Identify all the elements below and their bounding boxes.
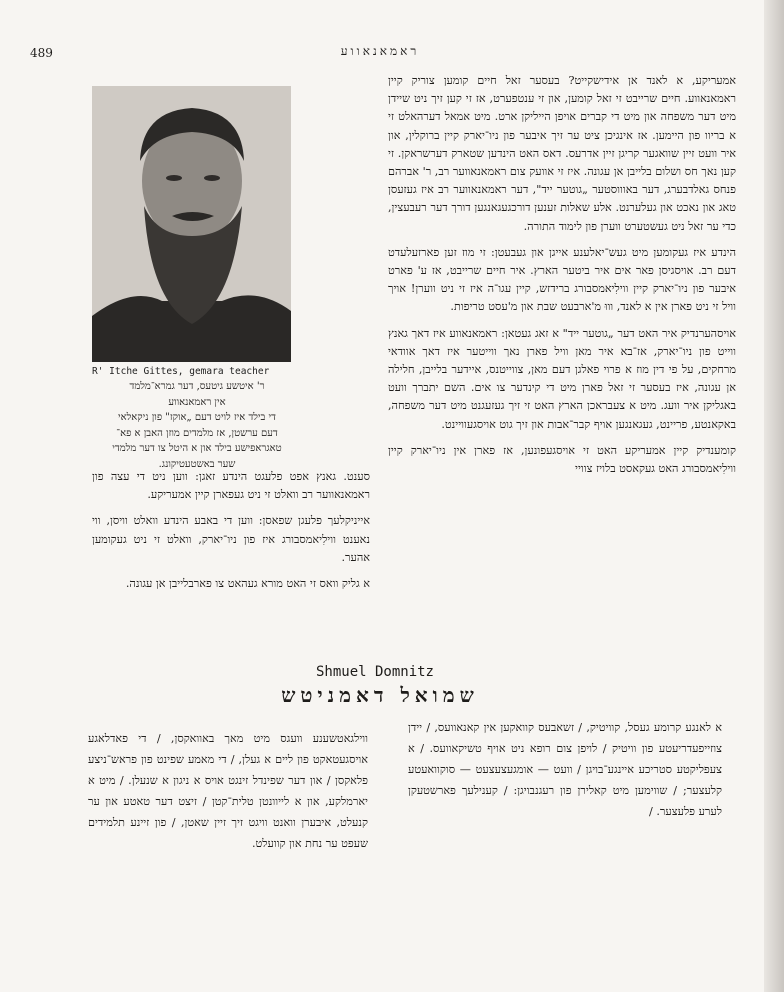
caption-line: די בילד איז לויט דעם „אוקז" פון ניקאלאי xyxy=(118,412,276,423)
article-paragraph: הינדע איז געקומען מיט געש־יאלענע אייגן און געבעטן: זי מוז זען פארזעלעדט דעם רב. אויסגיסן פאר אים איר ביטער הארץ. איר חיים שרייבט, אז ע' פארט איבער פון ניו־יארק קיין ווילִיאמסבורג ברידזש, קיין עגו־ה איז זי ניט ווערן! אויך וויל זי ניט פארן אין א לאנד, וווּ מ'ארבעט שבת און מ'עסט טריפות. xyxy=(388,245,736,314)
poem-right-column xyxy=(408,717,722,828)
running-head: ראמאנאווע xyxy=(340,44,420,58)
section-title: שמואל דאמניטש xyxy=(281,683,479,707)
poem-left-column xyxy=(88,728,368,860)
caption-line: ר' איטשע גיטעס, דער גמרא־מלמד xyxy=(129,381,265,392)
page-spine-shadow xyxy=(764,0,784,992)
article-paragraph: סענט. גאנץ אפט פלעגט הינדע זאגן: ווען ניט די עצה פון ראמאנאווער רב וואלט זי ניט געפארן קיין אמעריקע. xyxy=(92,470,370,502)
caption-line: שער באשטעטיקונג. xyxy=(158,458,236,470)
portrait-photo xyxy=(92,86,291,362)
poem-text: א לאנגע קרומע געסל, קוויטיק, / זשאבעס קוואקען אין קאנאוועס, / יידן צוזייפעדריעטע פון וויטיק / לויפן צום רופא ניט אויף טשיקאוועס. / א צעפליקטע סטריכע איינגע־בויגן / וועט — אומגעצעצעט — סוקוואעטע קלעצער; / שווימען מיט קאלירן פון רעגנבויגן: / קענילעך פארשטעקן לערע פלעצער. / xyxy=(408,721,722,818)
poem-text: ווילגאטשענע וועגס מיט מאך באוואקסן, / די פאדלאגע אויסגעטאקט פון ליים א געלן, / די מאמע שפינט פון פראש־ניצע פלאקסן / און דער שפינדל זינגט אויס א ניגון א שנעלן. / מיט א יארמלקע, און א לייוונטן טלית־קטן / זיצט דער טאטע און ער קנעלט, איבערן וואנט וויגט זיך זיין שאטן, / פון זיינע תלמידים שעפט ער נחת און קוועלט. xyxy=(88,732,368,850)
article-paragraph: אויסהערנדיק איר האט דער „גוטער ייד" א זאג געטאן: ראמאנאווע איז דאך גאנץ ווייט פון ניו־יארק, אז־בא איר מאן וויל פארן נאך ווייטער איז דאך אוודאי מרחקים, על פי דין מוז א פרוי פאלגן דעם מאן, צווייטנס, איידער בלייבן, חלילה אן עגונה, איז בעסער זי זאל פארן מיט די קינדער צו אים. השם יתברך וועט באגליקן איר וועג. מיט א צעבראכן הארץ האט זי זיך געזעגנט מיט דער משפחה, באקאנטע, פריינט, געגאנגען אויף קבר־אבות און זיך גוט אויסגעוויינט. xyxy=(388,326,736,431)
article-paragraph: אייניקלעך פלעגן שפאסן: ווען די באבע הינדע וואלט וויסן, ווי נאענט ווילִיאמסבורג איז פון ניו־יארק, וואלט זי ניט געקומען אהער. xyxy=(92,514,370,564)
article-paragraph: א גליק וואס זי האט מורא געהאט צו פארבלייבן אן עגונה. xyxy=(125,577,370,591)
page-number: 489 xyxy=(30,46,53,60)
photo-caption-yiddish xyxy=(92,379,302,472)
photo-caption-english: R' Itche Gittes, gemara teacher xyxy=(92,366,270,377)
section-english-title: Shmuel Domnitz xyxy=(315,664,434,680)
caption-line: טאגראפישע בילד און א היטל צו דער מלמדי xyxy=(112,443,282,454)
caption-line: אין ראמאנאווע xyxy=(168,396,226,408)
article-left-column xyxy=(92,468,370,601)
article-paragraph: קומענדיק קיין אמעריקע האט זי אויסגעפונען, אז פארן אין ניו־יארק קיין ווילִיאמסבורג האט געקאסט בלויז צוויי xyxy=(388,443,736,476)
article-right-column xyxy=(388,72,736,486)
caption-line: דעם ערשטן, אז מלמדים מוזן האבן א פא־ xyxy=(116,427,278,439)
article-paragraph: אמעריקע, א לאנד אן אידישקייט? בעסער זאל חיים קומען צוריק קיין ראמאנאווע. חיים שרייבט זי זאל קומען, און זי ענטפערט, אז זי קען זיך ניט שיידן מיט דער משפחה און מיט די קברים אויפן הייליקן ארט. מיט אמאל דערהאלט זי א בריוו פון היימען. אז אינגיכן ציט ער זיך איבער פון ניו־יארק קיין ברוקלין, און איר וועט זיין שוואגער קריגן זיין אדרעס. דאס האט הינדען שטארק דערשראקן. זי קען נאך חס ושלום בלייבן אן עגונה. איז זי אוועק צום ראמאנאווער רב, ר' אברהם פנחס גאלדבערג, דער באוווסטער „גוטער ייד", דער ראמאנאווער רב איז געזעסן טאג און נאכט און געלערנט. אלע שאלות זענען דורכגעגאנגען דורך דער רעבעצין, כדי ער זאל ניט געשטערט ווערן פון לימוד התורה. xyxy=(388,74,736,233)
